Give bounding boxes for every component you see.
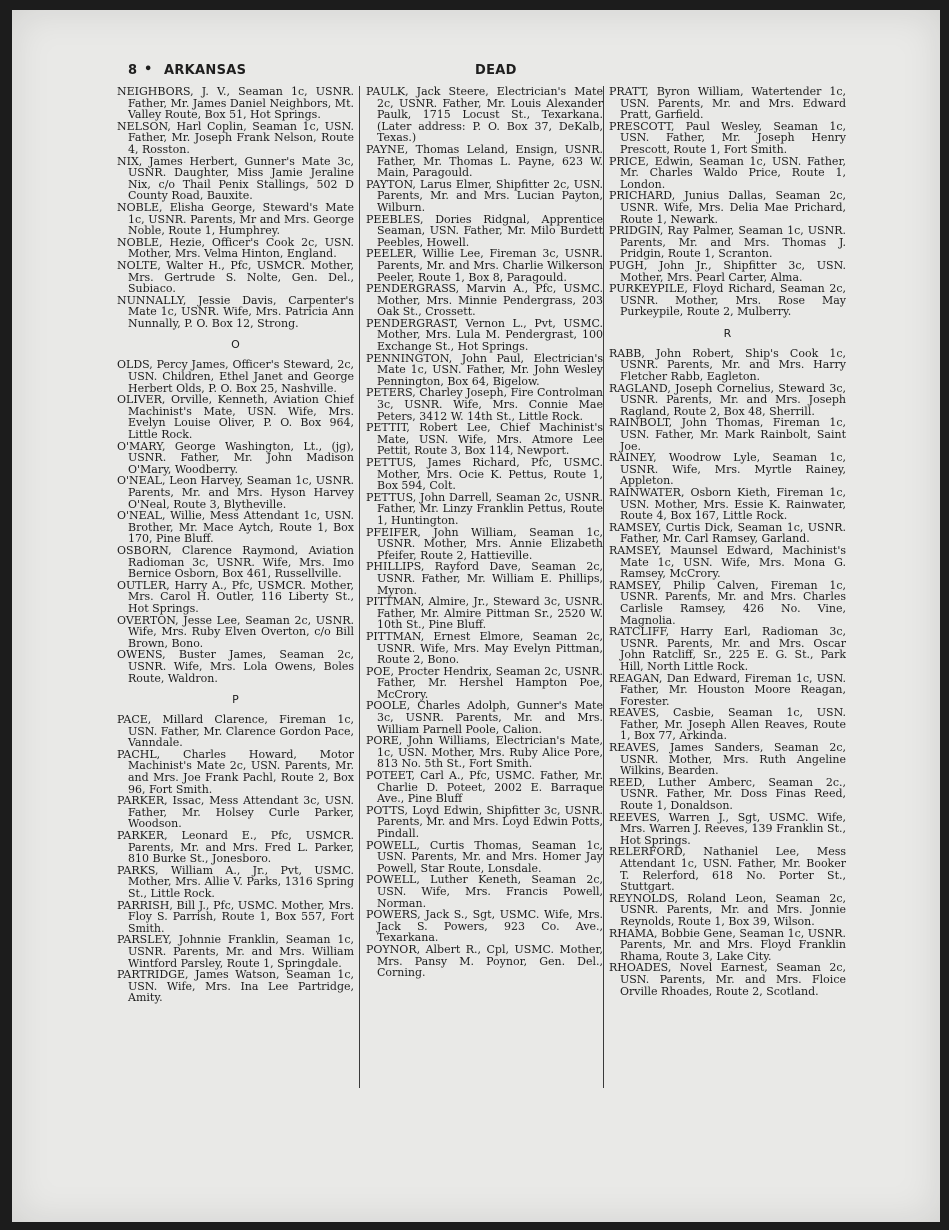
casualty-entry: POYNOR, Albert R., Cpl, USMC. Mother, Mrs. Pansy M. Poynor, Gen. Del., Corning.	[366, 942, 603, 980]
casualty-entry: RELERFORD, Nathaniel Lee, Mess Attendant 1c, USN. Father, Mr. Booker T. Relerford, 618 No. Porter St., Stuttgart.	[609, 845, 846, 894]
casualty-entry: PETTUS, John Darrell, Seaman 2c, USNR. Father, Mr. Linzy Franklin Pettus, Route 1, Huntington.	[366, 490, 603, 527]
casualty-entry: O'NEAL, Leon Harvey, Seaman 1c, USNR. Parents, Mr. and Mrs. Hyson Harvey O'Neal, Route 3, Blytheville.	[117, 474, 354, 511]
casualty-entry: RAINBOLT, John Thomas, Fireman 1c, USN. Father, Mr. Mark Rainbolt, Saint Joe.	[609, 416, 846, 453]
state-name: ARKANSAS	[164, 63, 247, 78]
casualty-entry: RAINEY, Woodrow Lyle, Seaman 1c, USNR. Wife, Mrs. Myrtle Rainey, Appleton.	[609, 451, 846, 488]
casualty-entry: OVERTON, Jesse Lee, Seaman 2c, USNR. Wife, Mrs. Ruby Elven Overton, c/o Bill Brown, Bono.	[117, 613, 354, 650]
casualty-entry: PENNINGTON, John Paul, Electrician's Mate 1c, USN. Father, Mr. John Wesley Pennington, Box 64, Bigelow.	[366, 351, 603, 388]
status-heading: DEAD	[475, 63, 517, 78]
casualty-entry: RAMSEY, Curtis Dick, Seaman 1c, USNR. Father, Mr. Carl Ramsey, Garland.	[609, 520, 846, 546]
casualty-entry: PETTIT, Robert Lee, Chief Machinist's Mate, USN. Wife, Mrs. Atmore Lee Pettit, Route 3, Box 114, Newport.	[366, 421, 603, 458]
casualty-entry: PARSLEY, Johnnie Franklin, Seaman 1c, USNR. Parents, Mr. and Mrs. William Wintford Parsley, Route 1, Springdale.	[117, 933, 354, 970]
casualty-entry: PAULK, Jack Steere, Electrician's Mate 2c, USNR. Father, Mr. Louis Alexander Paulk, 1715 Locust St., Texarkana. (Later address: P. O. Box 37, DeKalb, Texas.)	[366, 86, 603, 145]
casualty-entry: PEELER, Willie Lee, Fireman 3c, USNR. Parents, Mr. and Mrs. Charlie Wilkerson Peeler, Route 1, Box 8, Paragould.	[366, 247, 603, 284]
casualty-entry: PHILLIPS, Rayford Dave, Seaman 2c, USNR. Father, Mr. William E. Phillips, Myron.	[366, 560, 603, 597]
casualty-entry: POTEET, Carl A., Pfc, USMC. Father, Mr. Charlie D. Poteet, 2002 E. Barraque Ave., Pine Bluff	[366, 769, 603, 806]
casualty-entry: O'MARY, George Washington, Lt., (jg), USNR. Father, Mr. John Madison O'Mary, Woodberry.	[117, 439, 354, 476]
column-left	[117, 86, 354, 1101]
section-letter-heading: R	[723, 326, 732, 340]
casualty-entry: O'NEAL, Willie, Mess Attendant 1c, USN. Brother, Mr. Mace Aytch, Route 1, Box 170, Pine Bluff.	[117, 509, 354, 546]
casualty-entry: PFEIFER, John William, Seaman 1c, USNR. Mother, Mrs. Annie Elizabeth Pfeifer, Route 2, Hattieville.	[366, 525, 603, 562]
column-divider	[603, 86, 604, 1088]
casualty-entry: PRICE, Edwin, Seaman 1c, USN. Father, Mr. Charles Waldo Price, Route 1, London.	[609, 154, 846, 191]
section-letter-heading: P	[232, 693, 239, 707]
casualty-entry: REAVES, Casbie, Seaman 1c, USN. Father, Mr. Joseph Allen Reaves, Route 1, Box 77, Arkinda.	[609, 706, 846, 743]
column-middle	[366, 86, 603, 1101]
casualty-entry: REAVES, James Sanders, Seaman 2c, USNR. Mother, Mrs. Ruth Angeline Wilkins, Bearden.	[609, 741, 846, 778]
page-number: 8	[128, 63, 138, 78]
casualty-entry: PARKER, Issac, Mess Attendant 3c, USN. Father, Mr. Holsey Curle Parker, Woodson.	[117, 794, 354, 831]
casualty-entry: PORE, John Williams, Electrician's Mate, 1c, USN. Mother, Mrs. Ruby Alice Pore, 813 No. 5th St., Fort Smith.	[366, 734, 603, 771]
casualty-entry: PACE, Millard Clarence, Fireman 1c, USN. Father, Mr. Clarence Gordon Pace, Vanndale.	[117, 713, 354, 750]
casualty-entry: PARKER, Leonard E., Pfc, USMCR. Parents, Mr. and Mrs. Fred L. Parker, 810 Burke St., Jonesboro.	[117, 829, 354, 866]
casualty-entry: POOLE, Charles Adolph, Gunner's Mate 3c, USNR. Parents, Mr. and Mrs. William Parnell Poole, Calion.	[366, 699, 603, 736]
casualty-entry: PACHL, Charles Howard, Motor Machinist's Mate 2c, USN. Parents, Mr. and Mrs. Joe Frank Pachl, Route 2, Box 96, Fort Smith.	[117, 747, 354, 796]
casualty-entry: NIX, James Herbert, Gunner's Mate 3c, USNR. Daughter, Miss Jamie Jeraline Nix, c/o Thail Penix Stallings, 502 D County Road, Bauxite.	[117, 154, 354, 203]
casualty-entry: PRIDGIN, Ray Palmer, Seaman 1c, USNR. Parents, Mr. and Mrs. Thomas J. Pridgin, Route 1, Scranton.	[609, 224, 846, 261]
casualty-entry: RHAMA, Bobbie Gene, Seaman 1c, USNR. Parents, Mr. and Mrs. Floyd Franklin Rhama, Route 3, Lake City.	[609, 926, 846, 963]
casualty-entry: NOBLE, Hezie, Officer's Cook 2c, USN. Mother, Mrs. Velma Hinton, England.	[117, 235, 354, 261]
casualty-entry: PETERS, Charley Joseph, Fire Controlman 3c, USNR. Wife, Mrs. Connie Mae Peters, 3412 W. 14th St., Little Rock.	[366, 386, 603, 423]
casualty-entry: PURKEYPILE, Floyd Richard, Seaman 2c, USNR. Mother, Mrs. Rose May Purkeypile, Route 2, Mulberry.	[609, 282, 846, 319]
casualty-entry: NEIGHBORS, J. V., Seaman 1c, USNR. Father, Mr. James Daniel Neighbors, Mt. Valley Route, Box 51, Hot Springs.	[117, 86, 354, 122]
casualty-entry: OSBORN, Clarence Raymond, Aviation Radioman 3c, USNR. Wife, Mrs. Imo Bernice Osborn, Box 461, Russellville.	[117, 543, 354, 581]
casualty-entry: NOBLE, Elisha George, Steward's Mate 1c, USNR. Parents, Mr and Mrs. George Noble, Route 1, Humphrey.	[117, 200, 354, 238]
casualty-entry: PRESCOTT, Paul Wesley, Seaman 1c, USN. Father, Mr. Joseph Henry Prescott, Route 1, Fort Smith.	[609, 119, 846, 156]
casualty-entry: PAYTON, Larus Elmer, Shipfitter 2c, USN. Parents, Mr. and Mrs. Lucian Payton, Wilburn.	[366, 177, 603, 214]
casualty-entry: POWELL, Curtis Thomas, Seaman 1c, USN. Parents, Mr. and Mrs. Homer Jay Powell, Star Route, Lonsdale.	[366, 838, 603, 875]
casualty-entry: PAYNE, Thomas Leland, Ensign, USNR. Father, Mr. Thomas L. Payne, 623 W. Main, Paragould.	[366, 142, 603, 180]
casualty-entry: REEVES, Warren J., Sgt, USMC. Wife, Mrs. Warren J. Reeves, 139 Franklin St., Hot Springs.	[609, 810, 846, 847]
casualty-entry: POWELL, Luther Keneth, Seaman 2c, USN. Wife, Mrs. Francis Powell, Norman.	[366, 873, 603, 910]
casualty-entry: PENDERGRAST, Vernon L., Pvt, USMC. Mother, Mrs. Lula M. Pendergrast, 100 Exchange St., Hot Springs.	[366, 316, 603, 354]
casualty-entry: RATCLIFF, Harry Earl, Radioman 3c, USNR. Parents, Mr. and Mrs. Oscar John Ratcliff, Sr., 225 E. G. St., Park Hill, North Little Rock.	[609, 625, 846, 673]
casualty-entry: RABB, John Robert, Ship's Cook 1c, USNR. Parents, Mr. and Mrs. Harry Fletcher Rabb, Eagleton.	[609, 346, 846, 384]
casualty-entry: OLDS, Percy James, Officer's Steward, 2c, USN. Children, Ethel Janet and George Herbert Olds, P. O. Box 25, Nashville.	[117, 358, 354, 395]
casualty-entry: RAMSEY, Maunsel Edward, Machinist's Mate 1c, USN. Wife, Mrs. Mona G. Ramsey, McCrory.	[609, 543, 846, 581]
casualty-entry: NELSON, Harl Coplin, Seaman 1c, USN. Father, Mr. Joseph Frank Nelson, Route 4, Rosston.	[117, 119, 354, 156]
casualty-entry: NUNNALLY, Jessie Davis, Carpenter's Mate 1c, USNR. Wife, Mrs. Patricia Ann Nunnally, P. O. Box 12, Strong.	[117, 293, 354, 330]
casualty-entry: RAINWATER, Osborn Kieth, Fireman 1c, USN. Mother, Mrs. Essie K. Rainwater, Route 4, Box 167, Little Rock.	[609, 486, 846, 523]
casualty-entry: REYNOLDS, Roland Leon, Seaman 2c, USNR. Parents, Mr. and Mrs. Jonnie Reynolds, Route 1, Box 39, Wilson.	[609, 891, 846, 928]
casualty-entry: OWENS, Buster James, Seaman 2c, USNR. Wife, Mrs. Lola Owens, Boles Route, Waldron.	[117, 648, 354, 685]
casualty-entry: NOLTE, Walter H., Pfc, USMCR. Mother, Mrs. Gertrude S. Nolte, Gen. Del., Subiaco.	[117, 258, 354, 296]
casualty-entry: REED, Luther Amberc, Seaman 2c., USNR. Father, Mr. Doss Finas Reed, Route 1, Donaldson.	[609, 775, 846, 813]
page-header	[128, 63, 868, 83]
document-page	[12, 10, 940, 1222]
casualty-entry: RAGLAND, Joseph Cornelius, Steward 3c, USNR. Parents, Mr. and Mrs. Joseph Ragland, Route 2, Box 48, Sherrill.	[609, 381, 846, 418]
casualty-entry: PRICHARD, Junius Dallas, Seaman 2c, USNR. Wife, Mrs. Delia Mae Prichard, Route 1, Newark.	[609, 189, 846, 226]
casualty-entry: PEEBLES, Dories Ridgnal, Apprentice Seaman, USN. Father, Mr. Milo Burdett Peebles, Howell.	[366, 212, 603, 249]
header-bullet: •	[144, 62, 153, 77]
casualty-entry: RAMSEY, Philip Calven, Fireman 1c, USNR. Parents, Mr. and Mrs. Charles Carlisle Ramsey, 426 No. Vine, Magnolia.	[609, 578, 846, 627]
section-letter-heading: O	[231, 338, 240, 352]
casualty-entry: PUGH, John Jr., Shipfitter 3c, USN. Mother, Mrs. Pearl Carter, Alma.	[609, 258, 846, 284]
casualty-entry: PRATT, Byron William, Watertender 1c, USN. Parents, Mr. and Mrs. Edward Pratt, Garfield.	[609, 86, 846, 122]
casualty-entry: POWERS, Jack S., Sgt, USMC. Wife, Mrs. Jack S. Powers, 923 Co. Ave., Texarkana.	[366, 908, 603, 945]
casualty-entry: PITTMAN, Ernest Elmore, Seaman 2c, USNR. Wife, Mrs. May Evelyn Pittman, Route 2, Bono.	[366, 629, 603, 667]
casualty-entry: RHOADES, Novel Earnest, Seaman 2c, USN. Parents, Mr. and Mrs. Floice Orville Rhoades, Route 2, Scotland.	[609, 961, 846, 998]
casualty-entry: POTTS, Loyd Edwin, Shipfitter 3c, USNR. Parents, Mr. and Mrs. Loyd Edwin Potts, Pindall.	[366, 803, 603, 840]
casualty-entry: PETTUS, James Richard, Pfc, USMC. Mother, Mrs. Ocie K. Pettus, Route 1, Box 594, Colt.	[366, 456, 603, 493]
casualty-entry: OLIVER, Orville, Kenneth, Aviation Chief Machinist's Mate, USN. Wife, Mrs. Evelyn Louise Oliver, P. O. Box 964, Little Rock.	[117, 393, 354, 442]
casualty-entry: PARRISH, Bill J., Pfc, USMC. Mother, Mrs. Floy S. Parrish, Route 1, Box 557, Fort Smith.	[117, 898, 354, 935]
casualty-entry: POE, Procter Hendrix, Seaman 2c, USNR. Father, Mr. Hershel Hampton Poe, McCrory.	[366, 664, 603, 701]
column-divider	[359, 86, 360, 1088]
casualty-entry: PITTMAN, Almire, Jr., Steward 3c, USNR. Father, Mr. Almire Pittman Sr., 2520 W. 10th St., Pine Bluff.	[366, 595, 603, 632]
casualty-entry: PARKS, William A., Jr., Pvt, USMC. Mother, Mrs. Allie V. Parks, 1316 Spring St., Little Rock.	[117, 863, 354, 900]
casualty-entry: PENDERGRASS, Marvin A., Pfc, USMC. Mother, Mrs. Minnie Pendergrass, 203 Oak St., Crossett.	[366, 282, 603, 319]
casualty-entry: REAGAN, Dan Edward, Fireman 1c, USN. Father, Mr. Houston Moore Reagan, Forester.	[609, 671, 846, 708]
casualty-entry: OUTLER, Harry A., Pfc, USMCR. Mother, Mrs. Carol H. Outler, 116 Liberty St., Hot Springs.	[117, 578, 354, 615]
casualty-entry: PARTRIDGE, James Watson, Seaman 1c, USN. Wife, Mrs. Ina Lee Partridge, Amity.	[117, 968, 354, 1005]
column-right	[609, 86, 846, 1101]
